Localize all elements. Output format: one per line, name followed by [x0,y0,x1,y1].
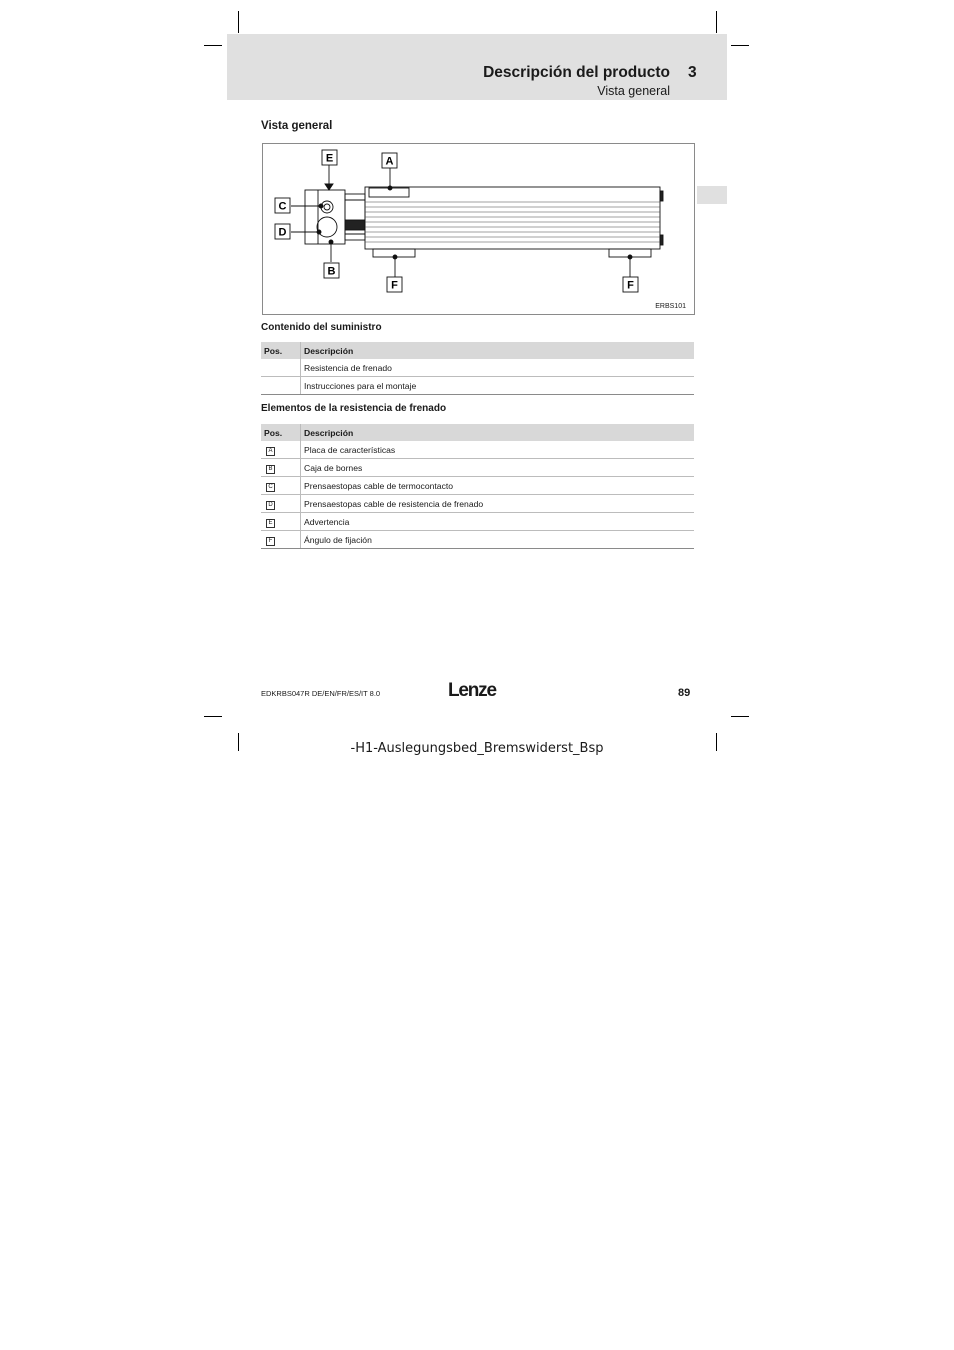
overview-figure [262,143,695,315]
column-header-desc: Descripción [301,424,695,441]
chapter-side-tab [697,186,727,204]
chapter-title: Descripción del producto [483,64,670,81]
crop-mark [238,11,239,33]
column-header-desc: Descripción [301,342,695,359]
callout-label: C [278,200,287,213]
callout-f-right [623,277,638,292]
table-row [261,441,694,459]
cell-desc: Prensaestopas cable de termocontacto [301,477,695,495]
table-header-row [261,342,694,359]
callout-d [275,224,290,239]
callout-c [275,198,290,213]
callout-label: A [385,155,394,168]
delivery-title: Contenido del suministro [261,322,382,333]
table-row [261,495,694,513]
footer-doc-code: EDKRBS047R DE/EN/FR/ES/IT 8.0 [261,689,381,698]
crop-mark [716,11,717,33]
crop-mark [204,716,222,717]
table-header-row [261,424,694,441]
crop-mark [731,45,749,46]
cell-desc: Instrucciones para el montaje [301,377,695,395]
column-header-pos: Pos. [261,342,301,359]
position-key: A [266,447,275,456]
position-key: C [266,483,275,492]
elements-table [261,424,694,549]
position-key: F [266,537,275,546]
crop-mark [731,716,749,717]
column-header-pos: Pos. [261,424,301,441]
table-row [261,531,694,549]
document-label: -H1-Auslegungsbed_Bremswiderst_Bsp [350,741,604,756]
figure-code: ERBS101 [655,303,686,310]
crop-mark [204,45,222,46]
cooling-fins [365,202,660,242]
page-number: 89 [678,687,691,699]
cell-desc: Ángulo de fijación [301,531,695,549]
position-key: E [266,519,275,528]
cell-desc: Caja de bornes [301,459,695,477]
callout-b [324,263,339,278]
callout-label: B [327,265,336,278]
table-row [261,377,694,395]
cell-pos [261,359,301,377]
cell-desc: Advertencia [301,513,695,531]
callout-label: F [391,279,398,292]
elements-title: Elementos de la resistencia de frenado [261,403,447,414]
callout-label: D [278,226,287,239]
chapter-subtitle: Vista general [597,84,670,98]
lenze-logo: Lenze [448,680,496,701]
cell-desc: Resistencia de frenado [301,359,695,377]
callout-e [322,150,337,165]
table-row [261,459,694,477]
position-key: D [266,501,275,510]
callout-f-left [387,277,402,292]
chapter-number: 3 [688,64,697,81]
position-key: B [266,465,275,474]
delivery-table [261,342,694,395]
table-row [261,477,694,495]
cell-pos [261,377,301,395]
table-row [261,359,694,377]
callout-a [382,153,397,168]
table-row [261,513,694,531]
cell-desc: Placa de características [301,441,695,459]
section-title: Vista general [261,120,333,132]
cell-desc: Prensaestopas cable de resistencia de frenado [301,495,695,513]
callout-label: E [325,152,334,165]
brake-resistor-drawing [263,144,694,314]
callout-label: F [627,279,634,292]
